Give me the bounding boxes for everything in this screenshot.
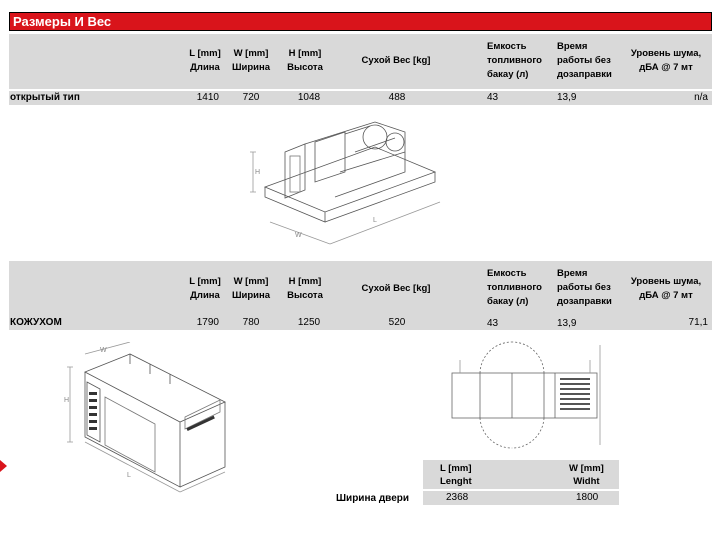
door-width-label: Ширина двери bbox=[336, 493, 410, 504]
col-width-unit: W [mm] bbox=[233, 276, 269, 287]
col-width-unit: W [mm] bbox=[233, 48, 269, 59]
col-runtime-l2: работы без bbox=[557, 55, 611, 66]
cell-height: 1048 bbox=[297, 92, 321, 103]
spec-table-header-canopy bbox=[9, 261, 712, 316]
open-genset-drawing bbox=[245, 112, 445, 247]
col-dry-weight: Сухой Вес [kg] bbox=[361, 55, 431, 66]
canopy-top-view-drawing bbox=[440, 340, 610, 452]
door-col-width bbox=[569, 462, 604, 488]
cell-dry-weight: 520 bbox=[388, 317, 406, 328]
col-noise bbox=[621, 275, 711, 303]
col-dry-weight: Сухой Вес [kg] bbox=[361, 283, 431, 294]
col-height-label: Высота bbox=[287, 62, 323, 73]
col-tank-l1: Емкость bbox=[487, 41, 527, 52]
col-runtime-l1: Время bbox=[557, 268, 588, 279]
door-col-length bbox=[440, 462, 472, 488]
door-col-width-label: Widht bbox=[573, 476, 600, 487]
door-table-row bbox=[423, 491, 619, 505]
row-name: открытый тип bbox=[10, 92, 80, 103]
cell-dry-weight: 488 bbox=[388, 92, 406, 103]
col-noise-l2: дБА @ 7 мт bbox=[639, 290, 693, 301]
section-title-bar bbox=[9, 12, 712, 31]
col-noise-l1: Уровень шума, bbox=[630, 276, 702, 287]
col-length bbox=[185, 275, 225, 303]
door-col-width-unit: W [mm] bbox=[569, 463, 604, 474]
cell-height: 1250 bbox=[297, 317, 321, 328]
dim-l-label: L bbox=[127, 472, 131, 479]
door-col-length-unit: L [mm] bbox=[440, 463, 472, 474]
cell-noise: n/a bbox=[694, 92, 708, 103]
col-tank-l2: топливного bbox=[487, 55, 542, 66]
col-tank-l1: Емкость bbox=[487, 268, 527, 279]
col-runtime-l1: Время bbox=[557, 41, 588, 52]
cell-tank: 43 bbox=[487, 318, 499, 329]
red-arrow-marker bbox=[0, 460, 7, 472]
col-width bbox=[227, 47, 275, 75]
col-runtime-l3: дозаправки bbox=[557, 296, 612, 307]
col-height bbox=[280, 47, 330, 75]
door-col-length-label: Lenght bbox=[440, 476, 472, 487]
col-runtime bbox=[557, 267, 627, 309]
dim-w-label: W bbox=[100, 347, 107, 354]
cell-width: 780 bbox=[242, 317, 260, 328]
cell-length: 1790 bbox=[196, 317, 219, 328]
cell-width: 720 bbox=[242, 92, 260, 103]
cell-noise: 71,1 bbox=[688, 317, 708, 328]
cell-runtime: 13,9 bbox=[557, 92, 577, 103]
cell-runtime: 13,9 bbox=[557, 318, 577, 329]
col-runtime-l2: работы без bbox=[557, 282, 611, 293]
door-cell-length: 2368 bbox=[446, 492, 469, 503]
col-noise bbox=[621, 47, 711, 75]
col-height bbox=[280, 275, 330, 303]
table-row-open-type bbox=[9, 91, 712, 105]
col-runtime-l3: дозаправки bbox=[557, 69, 612, 80]
col-length-unit: L [mm] bbox=[189, 276, 221, 287]
col-width-label: Ширина bbox=[231, 62, 271, 73]
col-noise-l1: Уровень шума, bbox=[630, 48, 702, 59]
col-runtime bbox=[557, 40, 627, 82]
col-tank bbox=[487, 40, 557, 82]
col-length-unit: L [mm] bbox=[189, 48, 221, 59]
canopy-genset-drawing bbox=[55, 342, 235, 514]
door-table-header bbox=[423, 460, 619, 489]
cell-length: 1410 bbox=[196, 92, 219, 103]
col-width bbox=[227, 275, 275, 303]
col-noise-l2: дБА @ 7 мт bbox=[639, 62, 693, 73]
table-row-canopy bbox=[9, 316, 712, 330]
col-length bbox=[185, 47, 225, 75]
dim-w-label: W bbox=[295, 232, 302, 239]
col-height-unit: H [mm] bbox=[288, 48, 322, 59]
dim-h-label: H bbox=[64, 397, 70, 404]
col-tank-l2: топливного bbox=[487, 282, 542, 293]
col-tank bbox=[487, 267, 557, 309]
col-tank-l3: бакау (л) bbox=[487, 69, 529, 80]
section-title: Размеры И Вес bbox=[13, 14, 112, 29]
row-name: КОЖУХОМ bbox=[10, 317, 62, 328]
col-tank-l3: бакау (л) bbox=[487, 296, 529, 307]
dim-h-label: H bbox=[255, 169, 261, 176]
spec-table-header-open bbox=[9, 34, 712, 89]
col-length-label: Длина bbox=[190, 62, 220, 73]
cell-tank: 43 bbox=[487, 92, 499, 103]
col-height-unit: H [mm] bbox=[288, 276, 322, 287]
col-height-label: Высота bbox=[287, 290, 323, 301]
col-length-label: Длина bbox=[190, 290, 220, 301]
dim-l-label: L bbox=[373, 217, 377, 224]
door-cell-width: 1800 bbox=[576, 492, 599, 503]
col-width-label: Ширина bbox=[231, 290, 271, 301]
